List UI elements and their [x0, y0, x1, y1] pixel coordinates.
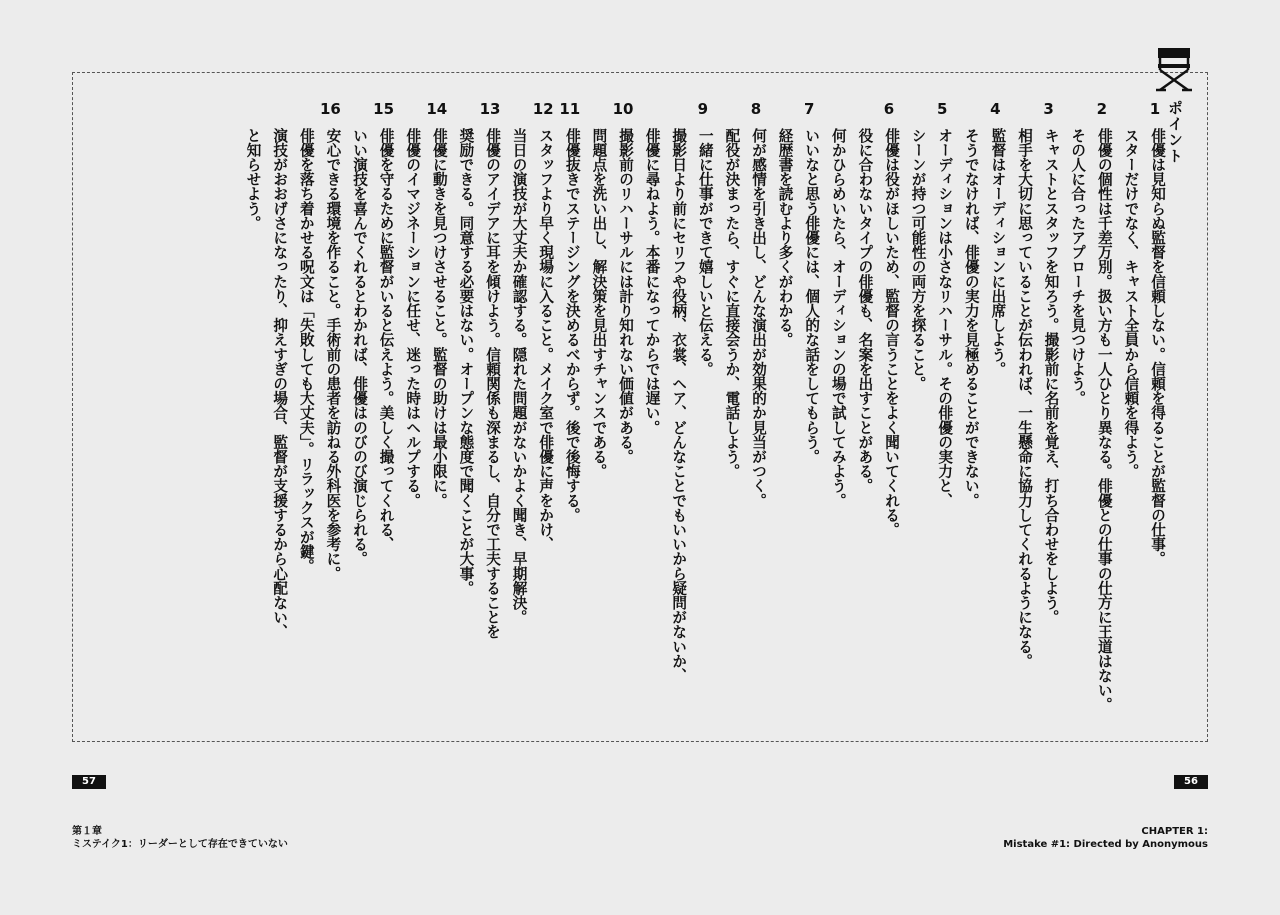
page-number-right: 56	[1174, 775, 1208, 789]
point-line: 配役が決まったら、すぐに直接会うか、電話しよう。	[723, 128, 741, 479]
point-number: 16	[319, 100, 341, 118]
point-line: 俳優の個性は千差万別。扱い方も一人ひとり異なる。俳優との仕事の仕方に王道はない。	[1095, 128, 1113, 712]
point-number: 8	[750, 100, 762, 118]
point-line: 何かひらめいたら、オーディションの場で試してみよう。	[829, 128, 847, 508]
footer-left-title: ミステイク1：リーダーとして存在できていない	[72, 839, 288, 850]
point-number: 2	[1096, 100, 1108, 118]
point-number: 1	[1149, 100, 1161, 118]
point-number: 9	[697, 100, 709, 118]
points-heading: ポイント	[1166, 100, 1184, 164]
point-line: 何が感情を引き出し、どんな演出が効果的か見当がつく。	[750, 128, 767, 508]
points-box	[72, 72, 1208, 742]
point-line: 俳優抜きでステージングを決めるべからず。後で後悔する。	[563, 128, 581, 523]
point-number: 11	[559, 100, 581, 118]
point-line: 当日の演技が大丈夫か確認する。隠れた問題がないかよく聞き、早期解決。	[510, 128, 528, 625]
point-number: 5	[936, 100, 948, 118]
point-line: 撮影前のリハーサルには計り知れない価値がある。	[617, 128, 634, 464]
director-chair-icon	[1152, 44, 1196, 92]
point-number: 7	[803, 100, 815, 118]
point-line: スタッフより早く現場に入ること。メイク室で俳優に声をかけ、	[537, 128, 555, 552]
point-line: 一緒に仕事ができて嬉しいと伝える。	[696, 128, 714, 377]
point-number: 13	[479, 100, 501, 118]
point-line: 役に合わないタイプの俳優も、名案を出すことがある。	[856, 128, 874, 493]
footer-right	[1003, 825, 1208, 851]
point-line: シーンが持つ可能性の両方を探ること。	[909, 128, 927, 391]
point-line: キャストとスタッフを知ろう。撮影前に名前を覚え、打ち合わせをしよう。	[1042, 128, 1060, 625]
point-line: 監督はオーディションに出席しよう。	[989, 128, 1007, 377]
point-number: 6	[883, 100, 895, 118]
point-line: そうでなければ、俳優の実力を見極めることができない。	[962, 128, 980, 508]
point-line: 俳優のイマジネーションに任せ、迷った時はヘルプする。	[404, 128, 422, 508]
point-line: オーディションは小さなリハーサル。その俳優の実力と、	[936, 128, 954, 508]
point-line: 安心できる環境を作ること。手術前の患者を訪ねる外科医を参考に。	[324, 128, 342, 581]
point-line: 問題点を洗い出し、解決策を見出すチャンスである。	[590, 128, 608, 479]
point-line: 相手を大切に思っていることが伝われば、一生懸命に協力してくれるようになる。	[1016, 128, 1033, 669]
point-line: 俳優に尋ねよう。本番になってからでは遅い。	[643, 128, 661, 435]
point-line: と知らせよう。	[244, 128, 262, 231]
footer-right-title: Mistake #1: Directed by Anonymous	[1003, 839, 1208, 850]
point-line: 俳優に動きを見つけさせること。監督の助けは最小限に。	[430, 128, 448, 508]
point-line: 奨励できる。同意する必要はない。オープンな態度で聞くことが大事。	[457, 128, 475, 596]
point-number: 12	[532, 100, 554, 118]
point-line: 俳優のアイデアに耳を傾けよう。信頼関係も深まるし、自分で工夫することを	[484, 128, 501, 639]
point-line: 俳優は見知らぬ監督を信頼しない。信頼を得ることが監督の仕事。	[1149, 128, 1166, 566]
point-line: 俳優を守るために監督がいると伝えよう。美しく撮ってくれる、	[377, 128, 395, 552]
point-line: いい演技を喜んでくれるとわかれば、俳優はのびのび演じられる。	[351, 128, 368, 566]
point-line: 演技がおおげさになったり、抑えすぎの場合、監督が支援するから心配ない、	[271, 128, 289, 639]
point-line: いいなと思う俳優には、個人的な話をしてもらう。	[803, 128, 821, 464]
point-line: 俳優を落ち着かせる呪文は「失敗しても大丈夫」。リラックスが鍵。	[297, 128, 315, 574]
point-number: 15	[373, 100, 395, 118]
point-number: 4	[990, 100, 1001, 118]
point-number: 3	[1043, 100, 1054, 118]
point-line: 俳優は役がほしいため、監督の言うことをよく聞いてくれる。	[883, 128, 900, 537]
footer-right-chapter: CHAPTER 1:	[1141, 826, 1208, 837]
point-line: 撮影日より前にセリフや役柄、衣裳、ヘア、どんなことでもいいから疑問がないか、	[670, 128, 688, 683]
footer-left	[72, 825, 288, 851]
point-line: 経歴書を読むより多くがわかる。	[776, 128, 794, 347]
point-number: 10	[612, 100, 634, 118]
footer-left-chapter: 第１章	[72, 826, 102, 837]
point-number: 14	[426, 100, 448, 118]
point-line: その人に合ったアプローチを見つけよう。	[1069, 128, 1087, 406]
page-number-left: 57	[72, 775, 106, 789]
point-line: スターだけでなく、キャスト全員から信頼を得よう。	[1122, 128, 1140, 479]
